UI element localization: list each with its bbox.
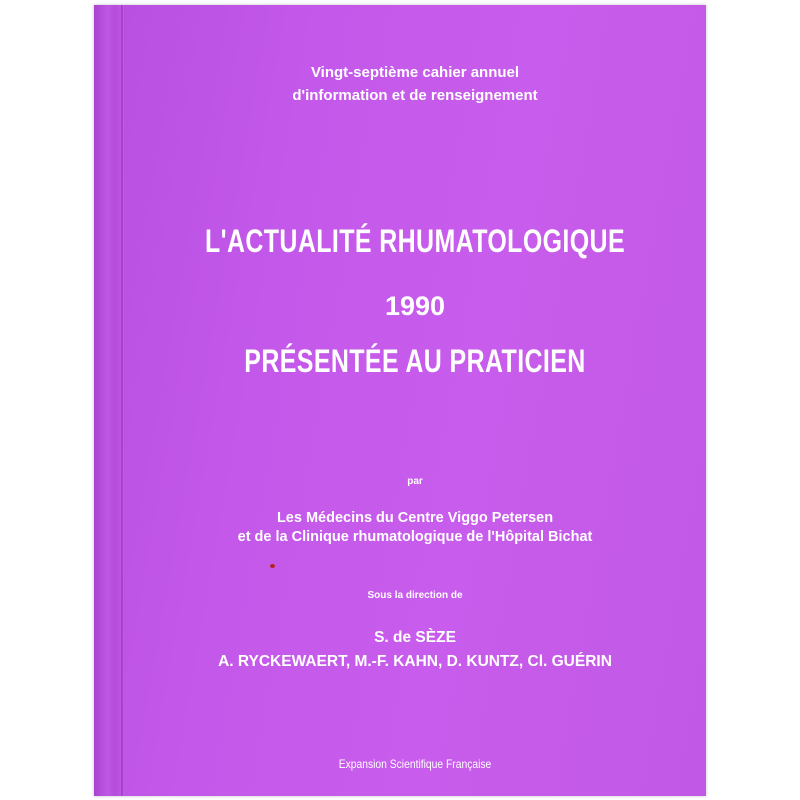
subtitle-line-1: Vingt-septième cahier annuel [310, 64, 520, 81]
title-year: 1990 [384, 291, 446, 321]
book-cover [94, 5, 706, 796]
publisher: Expansion Scientifique Française [338, 757, 492, 771]
authors-line-1: Les Médecins du Centre Viggo Petersen [276, 510, 554, 526]
par-label: par [407, 476, 423, 487]
stain-mark [270, 564, 275, 568]
editor-line-1: S. de SÈZE [374, 629, 456, 646]
title-line-3: PRÉSENTÉE AU PRATICIEN [244, 343, 586, 379]
subtitle-line-2: d'information et de renseignement [292, 87, 538, 104]
cover-hinge [94, 5, 124, 796]
direction-label: Sous la direction de [367, 590, 463, 601]
authors-line-2: et de la Clinique rhumatologique de l'Hôpital Bichat [237, 529, 593, 545]
hinge-crease [121, 5, 123, 796]
editor-line-2: A. RYCKEWAERT, M.-F. KAHN, D. KUNTZ, Cl. GUÉRIN [218, 653, 612, 670]
main-title: L'ACTUALITÉ RHUMATOLOGIQUE [204, 223, 626, 259]
cover-text-area [124, 5, 706, 796]
